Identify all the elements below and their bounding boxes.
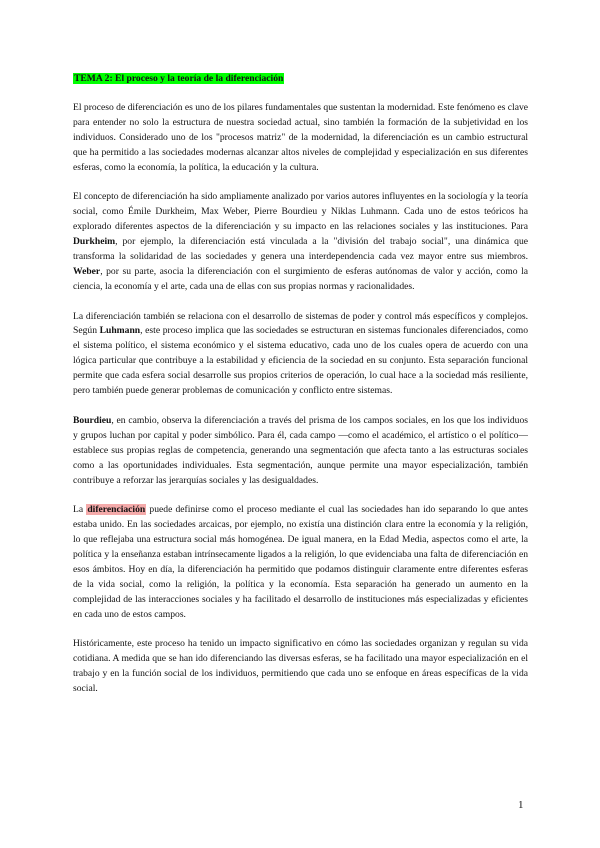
paragraph-5-text-a: La <box>73 504 87 516</box>
paragraph-2-text-b: , por ejemplo, la diferenciación está vinculada a la "división del trabajo social", una dinámica que transforma la solidaridad de las sociedades y genera una interdependencia cada vez mayor entre sus miembros. <box>73 236 528 262</box>
paragraph-2-text-c: , por su parte, asocia la diferenciación con el surgimiento de esferas autónomas de valor y acción, como la ciencia, la economía y el arte, cada una de ellas con sus propias normas y racionalidades. <box>73 265 528 292</box>
paragraph-3-text-a: La diferenciación también se relaciona con el desarrollo de sistemas de poder y control más específicos y complejos. Según <box>73 310 528 337</box>
paragraph-4-text-a: , en cambio, observa la diferenciación a través del prisma de los campos sociales, en los que los individuos y grupos luchan por capital y poder simbólico. Para él, cada campo —como el académico, el artístico o el político— establece sus propias reglas de competencia, generando una segmentación que afecta tanto a las estructuras sociales como a las oportunidades individuales. Esta segmentación, aunque permite una mayor especialización, también contribuye a reforzar las jerarquías sociales y las desigualdades. <box>73 414 528 486</box>
author-luhmann: Luhmann <box>99 325 141 337</box>
paragraph-2 <box>73 190 528 294</box>
paragraph-4 <box>73 414 528 489</box>
paragraph-1: El proceso de diferenciación es uno de los pilares fundamentales que sustentan la modernidad. Este fenómeno es clave para entender no solo la estructura de nuestra sociedad actual, sino también la formación de la subjetividad en los individuos. Considerado uno de los "procesos matriz" de la modernidad, la diferenciación es un cambio estructural que ha permitido a las sociedades modernas alcanzar altos niveles de complejidad y especialización en sus diferentes esferas, como la economía, la política, la educación y la cultura. <box>73 101 529 173</box>
page-number: 1 <box>518 799 524 811</box>
document-body <box>73 72 528 712</box>
paragraph-2-text-a: El concepto de diferenciación ha sido ampliamente analizado por varios autores influyentes en la sociología y la teoría social, como Émile Durkheim, Max Weber, Pierre Bourdieu y Niklas Luhmann. Cada uno de estos teóricos ha explorado diferentes aspectos de la diferenciación y su impacto en las relaciones sociales y las instituciones. Para <box>73 191 528 233</box>
highlighted-term: diferenciación <box>87 504 146 516</box>
paragraph-3 <box>73 310 528 399</box>
section-heading <box>73 72 528 87</box>
author-durkheim: Durkheim <box>73 236 116 248</box>
author-bourdieu: Bourdieu <box>73 414 112 426</box>
author-weber: Weber <box>73 265 101 277</box>
paragraph-3-text-b: , este proceso implica que las sociedades se estructuran en sistemas funcionales diferenciados, como el sistema político, el sistema económico y el sistema educativo, cada uno de los cuales opera de acuerdo con una lógica particular que contribuye a la estabilidad y eficiencia de la sociedad en su conjunto. Esta separación funcional permite que cada esfera social desarrolle sus propios criterios de operación, lo cual hace a la sociedad más resiliente, pero también puede generar problemas de comunicación y conflicto entre sistemas. <box>73 325 528 397</box>
heading-text: TEMA 2: El proceso y la teoría de la diferenciación <box>74 73 284 84</box>
paragraph-5-text-b: puede definirse como el proceso mediante el cual las sociedades han ido separando lo que antes estaba unido. En las sociedades arcaicas, por ejemplo, no existía una distinción clara entre la economía y la religión, lo que reflejaba una estructura social más homogénea. De igual manera, en la Edad Media, aspectos como el arte, la política y la enseñanza estaban intrínsecamente ligados a la religión, lo que evidenciaba una falta de diferenciación en esos ámbitos. Hoy en día, la diferenciación ha permitido que podamos distinguir claramente entre diferentes esferas de la vida social, como la religión, la política y la economía. Esta separación ha generado un aumento en la complejidad de las interacciones sociales y ha facilitado el desarrollo de instituciones más especializadas y eficientes en cada uno de estos campos. <box>73 504 528 620</box>
paragraph-5 <box>73 503 528 622</box>
paragraph-6: Históricamente, este proceso ha tenido un impacto significativo en cómo las sociedades organizan y regulan su vida cotidiana. A medida que se han ido diferenciando las diversas esferas, se ha facilitado una mayor especialización en el trabajo y en la función social de los individuos, permitiendo que cada uno se enfoque en áreas específicas de la vida social. <box>73 638 528 695</box>
